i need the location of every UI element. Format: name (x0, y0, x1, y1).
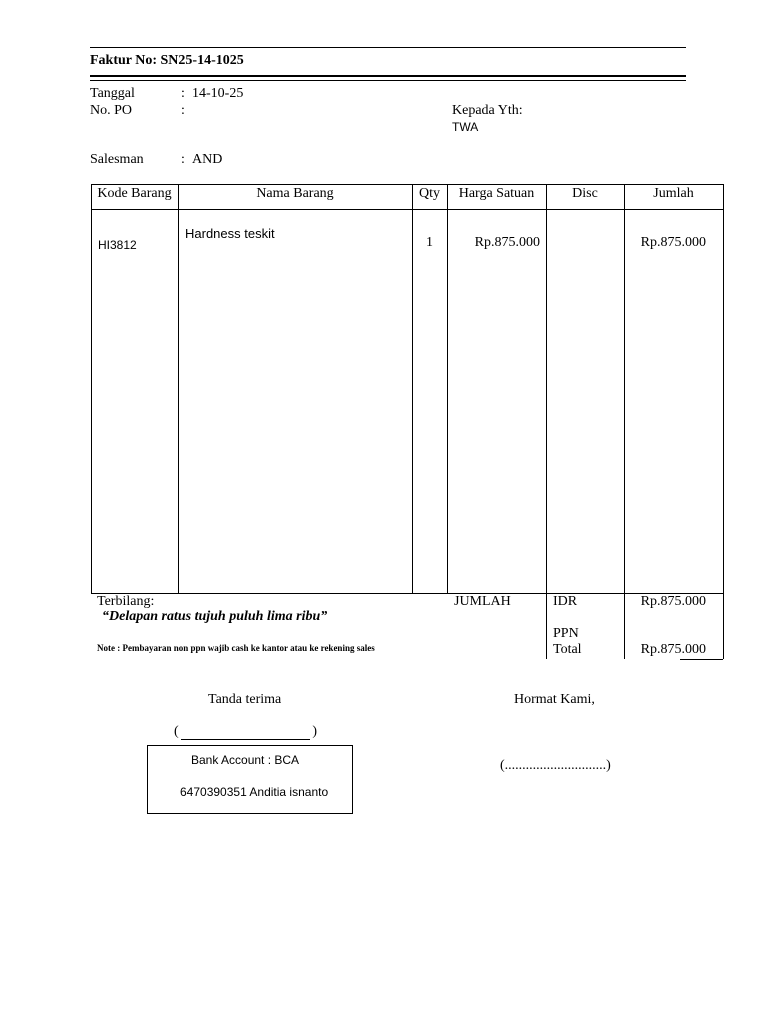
receiver-paren-open: ( (174, 724, 179, 739)
bank-account-label: Bank Account : BCA (191, 753, 300, 767)
cell-qty: 1 (426, 235, 433, 250)
header-nama-barang: Nama Barang (256, 186, 334, 201)
bank-account-detail: 6470390351 Anditia isnanto (180, 785, 329, 799)
idr-label: IDR (553, 594, 578, 609)
invoice-number: Faktur No: SN25-14-1025 (90, 53, 244, 68)
table-header-bottom (91, 209, 723, 210)
tanggal-label: Tanggal (90, 86, 135, 101)
tanggal-colon: : (181, 86, 185, 101)
header-jumlah: Jumlah (653, 186, 694, 201)
terbilang-label: Terbilang: (97, 594, 155, 609)
table-col-line-4 (546, 184, 547, 659)
po-colon: : (181, 103, 185, 118)
table-col-line-1 (178, 184, 179, 593)
header-qty: Qty (419, 186, 440, 201)
salesman-label: Salesman (90, 152, 144, 167)
cell-harga-satuan: Rp.875.000 (474, 235, 540, 250)
header-harga-satuan: Harga Satuan (458, 186, 535, 201)
cell-nama-barang: Hardness teskit (185, 226, 275, 241)
total-underline (680, 659, 723, 660)
po-label: No. PO (90, 103, 133, 118)
ppn-label: PPN (553, 626, 579, 641)
sender-signature-line: (.............................) (500, 758, 611, 773)
salesman-value: AND (192, 152, 223, 167)
kepada-value: TWA (452, 120, 479, 134)
top-rule (90, 47, 686, 48)
receiver-underline (181, 739, 310, 740)
total-value: Rp.875.000 (640, 642, 706, 657)
kepada-label: Kepada Yth: (452, 103, 523, 118)
tanggal-value: 14-10-25 (192, 86, 244, 101)
table-col-line-6 (723, 184, 724, 659)
jumlah-label: JUMLAH (454, 594, 511, 609)
salesman-colon: : (181, 152, 185, 167)
cell-kode-barang: HI3812 (98, 238, 137, 252)
table-top-border (91, 184, 723, 185)
payment-note: Note : Pembayaran non ppn wajib cash ke kantor atau ke rekening sales (97, 643, 375, 653)
tanda-terima-label: Tanda terima (208, 692, 282, 707)
header-kode-barang: Kode Barang (97, 186, 172, 201)
table-col-line-0 (91, 184, 92, 593)
receiver-signature-line (174, 724, 317, 742)
hormat-kami-label: Hormat Kami, (514, 692, 595, 707)
terbilang-text: “Delapan ratus tujuh puluh lima ribu” (102, 609, 328, 624)
header-double-rule-1 (90, 75, 686, 77)
header-disc: Disc (572, 186, 598, 201)
jumlah-value: Rp.875.000 (640, 594, 706, 609)
table-col-line-5 (624, 184, 625, 659)
cell-jumlah: Rp.875.000 (640, 235, 706, 250)
total-label: Total (553, 642, 582, 657)
header-double-rule-2 (90, 80, 686, 81)
receiver-paren-close: ) (312, 724, 317, 739)
